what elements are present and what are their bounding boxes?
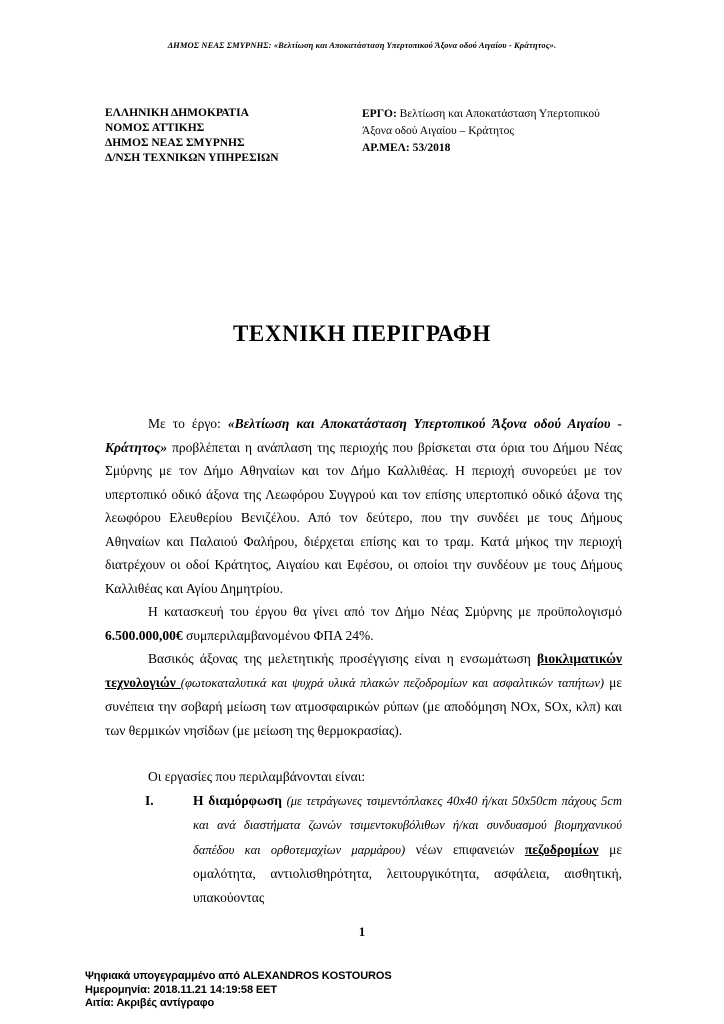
paragraph-intro-rest: προβλέπεται η ανάπλαση της περιοχής που βρίσκεται στα όρια του Δήμου Νέας Σμύρνης με τον Δήμο Αθηναίων και τον Δήμο Καλλιθέας. Η περιοχή συνορεύει με τον υπερτοπικό οδικό άξονα της Λεωφόρου Συγγρού και τον επίσης υπερτοπικό οδικό άξονα της λεωφόρου Ελευθερίου Βενιζέλου. Από τον δεύτερο, που την συνδέει με τους Δήμους Αθηναίων και Παλαιού Φαλήρου, διέρχεται επίσης και το τραμ. Κατά μήκος την περιοχή διατρέχουν οι οδοί Κράτητος, Αιγαίου και Εφέσου, οι οποίοι την συνδέουν με τους Δήμους Καλλιθέας και Αγίου Δημητρίου. (105, 439, 622, 596)
agency-block (105, 106, 279, 166)
study-number: ΑΡ.ΜΕΛ: 53/2018 (362, 142, 451, 154)
agency-line-municipality: ΔΗΜΟΣ ΝΕΑΣ ΣΜΥΡΝΗΣ (105, 137, 245, 149)
paragraph-bioclimatic (105, 647, 622, 742)
signature-reason-line: Αιτία: Ακριβές αντίγραφο (85, 997, 215, 1009)
paragraph-bioclimatic-lead: Βασικός άξονας της μελετητικής προσέγγισης είναι η ενσωμάτωση (148, 651, 538, 666)
running-header: ΔΗΜΟΣ ΝΕΑΣ ΣΜΥΡΝΗΣ: «Βελτίωση και Αποκατάσταση Υπερτοπικού Άξονα οδού Αιγαίου - Κράτητος». (167, 40, 557, 50)
agency-line-prefecture: ΝΟΜΟΣ ΑΤΤΙΚΗΣ (105, 122, 205, 134)
list-item-1-text (193, 789, 622, 910)
project-title-text: Βελτίωση και Αποκατάσταση Υπερτοπικού Άξονα οδού Αιγαίου – Κράτητος (362, 108, 600, 137)
paragraph-bioclimatic-rest: με συνέπεια την σοβαρή μείωση των ατμοσφαιρικών ρύπων (με αποδόμηση NOx, SOx, κλπ) και των θερμικών νησίδων (με μείωση της θερμοκρασίας). (105, 674, 622, 738)
page-title: ΤΕΧΝΙΚΗ ΠΕΡΙΓΡΑΦΗ (232, 321, 491, 346)
list-item-1 (105, 789, 622, 910)
paragraph-works-intro: Οι εργασίες που περιλαμβάνονται είναι: (148, 769, 366, 784)
project-name-quote: «Βελτίωση και Αποκατάσταση Υπερτοπικού Άξονα οδού Αιγαίου - Κράτητος» (105, 416, 622, 455)
project-block (362, 106, 624, 157)
paragraph-budget-lead: Η κατασκευή του έργου θα γίνει από τον Δήμο Νέας Σμύρνης με προϋπολογισμό (148, 604, 622, 619)
paragraph-intro (105, 412, 622, 600)
sidewalks-term: πεζοδρομίων (524, 841, 599, 857)
paragraph-budget-rest: συμπεριλαμβανομένου ΦΠΑ 24%. (182, 627, 374, 643)
digital-signature-block (85, 970, 392, 1011)
paragraph-budget (105, 600, 622, 647)
agency-line-directorate: Δ/ΝΣΗ ΤΕΧΝΙΚΩΝ ΥΠΗΡΕΣΙΩΝ (105, 152, 279, 164)
project-label: ΕΡΓΟ: (362, 108, 397, 120)
list-item-1-lead: Η διαμόρφωση (193, 792, 287, 808)
agency-line-country: ΕΛΛΗΝΙΚΗ ΔΗΜΟΚΡΑΤΙΑ (105, 107, 249, 119)
document-body (105, 412, 622, 909)
project-title (362, 106, 624, 140)
list-item-1-mid: νέων επιφανειών (405, 841, 525, 857)
bioclimatic-parenthetical: (φωτοκαταλυτικά και ψυχρά υλικά πλακών πεζοδρομίων και ασφαλτικών ταπήτων) (180, 675, 605, 690)
budget-amount: 6.500.000,00€ (105, 627, 183, 643)
page-number: 1 (358, 925, 366, 939)
paragraph-intro-lead: Με το έργο: (148, 416, 228, 431)
document-header (105, 106, 624, 166)
bioclimatic-term: βιοκλιματικών τεχνολογιών (105, 651, 622, 690)
list-item-1-parenthetical: (με τετράγωνες τσιμεντόπλακες 40x40 ή/και 50x50cm πάχους 5cm και ανά διαστήματα ζωνών τσιμεντοκυβόλιθων ή/και συνδυασμού βιομηχανικού δαπέδου και ορθοτεμαχίων μαρμάρου) (193, 793, 622, 857)
list-item-1-rest: με ομαλότητα, αντιολισθηρότητα, λειτουργικότητα, ασφάλεια, αισθητική, υπακούοντας (193, 841, 622, 905)
signature-date-line: Ημερομηνία: 2018.11.21 14:19:58 EET (85, 983, 278, 996)
signature-signer-line: Ψηφιακά υπογεγραμμένο από ALEXANDROS KOSTOUROS (85, 970, 392, 982)
list-item-1-number: I. (145, 792, 154, 808)
